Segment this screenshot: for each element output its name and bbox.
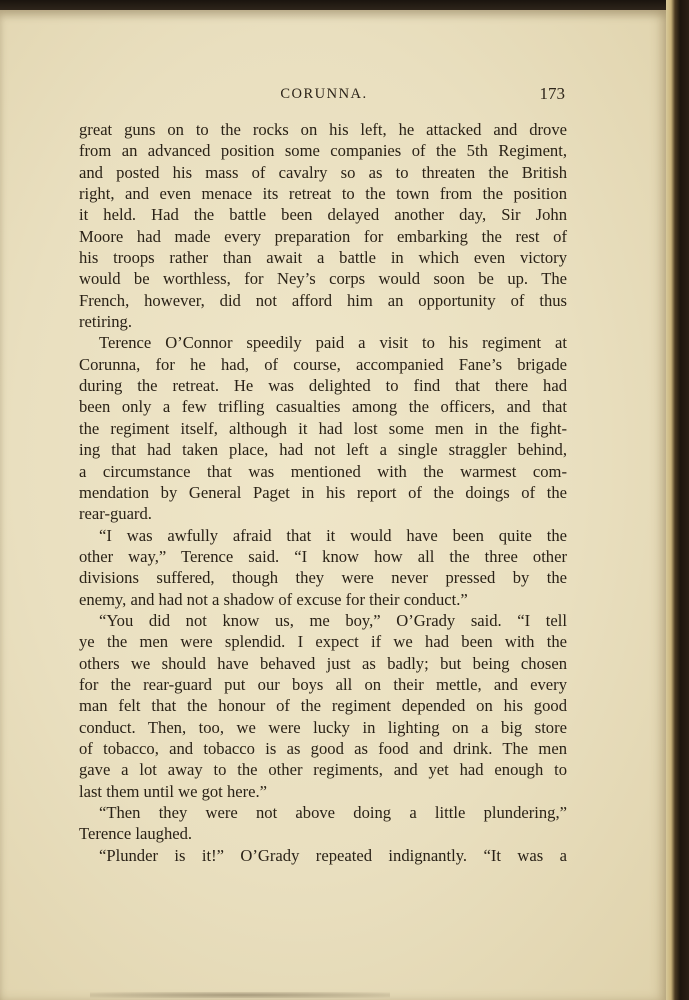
text-line: “Plunder is it!” O’Grady repeated indignantly. “It was a xyxy=(99,845,567,865)
text-line: been only a few trifling casualties among the officers, and that xyxy=(79,397,567,417)
text-line: ye the men were splendid. I expect if we had been with the xyxy=(79,632,567,652)
text-line: would be worthless, for Ney’s corps would soon be up. The xyxy=(79,269,567,289)
text-line: for the rear-guard put our boys all on their mettle, and every xyxy=(79,674,567,694)
text-line: divisions suffered, though they were never pressed by the xyxy=(79,568,567,588)
paragraph xyxy=(79,119,567,332)
text-line: and posted his mass of cavalry so as to threaten the British xyxy=(79,162,567,182)
text-line: great guns on to the rocks on his left, he attacked and drove xyxy=(79,120,567,139)
text-line: man felt that the honour of the regiment depended on his good xyxy=(79,696,567,716)
text-line: “Then they were not above doing a little plundering,” xyxy=(99,803,567,822)
text-line: the regiment itself, although it had lost some men in the fight- xyxy=(79,418,567,438)
text-line: enemy, and had not a shadow of excuse for their conduct.” xyxy=(79,589,468,609)
paragraph xyxy=(79,332,567,524)
text-line: gave a lot away to the other regiments, and yet had enough to xyxy=(79,760,567,780)
paragraph xyxy=(79,845,567,866)
text-line: ing that had taken place, had not left a single straggler behind, xyxy=(79,440,567,460)
text-line: a circumstance that was mentioned with the warmest com- xyxy=(79,461,567,481)
running-head xyxy=(79,86,569,108)
page-body-text xyxy=(79,119,567,866)
text-line: from an advanced position some companies of the 5th Regiment, xyxy=(79,141,567,161)
text-line: right, and even menace its retreat to the town from the position xyxy=(79,184,567,204)
text-line: his troops rather than await a battle in which even victory xyxy=(79,248,567,268)
page-bottom-smudge xyxy=(90,992,390,998)
paragraph xyxy=(79,610,567,802)
text-line: rear-guard. xyxy=(79,504,152,524)
text-line: Terence laughed. xyxy=(79,824,193,844)
text-line: of tobacco, and tobacco is as good as food and drink. The men xyxy=(79,738,567,758)
text-line: French, however, did not afford him an opportunity of thus xyxy=(79,290,567,310)
text-line: retiring. xyxy=(79,312,132,332)
text-line: Terence O’Connor speedily paid a visit to his regiment at xyxy=(99,333,567,353)
page-number: 173 xyxy=(539,84,565,103)
text-line: during the retreat. He was delighted to find that there had xyxy=(79,376,567,396)
text-line: other way,” Terence said. “I know how all the three other xyxy=(79,546,567,566)
text-line: conduct. Then, too, we were lucky in lighting on a big store xyxy=(79,717,567,737)
text-line: mendation by General Paget in his report of the doings of the xyxy=(79,482,567,502)
text-line: Moore had made every preparation for embarking the rest of xyxy=(79,226,567,246)
paragraph xyxy=(79,802,567,845)
text-line: Corunna, for he had, of course, accompanied Fane’s brigade xyxy=(79,354,567,374)
text-line: it held. Had the battle been delayed another day, Sir John xyxy=(79,205,567,225)
text-line: others we should have behaved just as badly; but being chosen xyxy=(79,653,567,673)
running-head-title: CORUNNA. xyxy=(280,86,368,102)
book-spine-edge xyxy=(666,0,689,1000)
text-line: last them until we got here.” xyxy=(79,781,268,801)
text-line: “You did not know us, me boy,” O’Grady said. “I tell xyxy=(99,610,567,630)
paragraph xyxy=(79,525,567,610)
text-line: “I was awfully afraid that it would have been quite the xyxy=(99,525,567,545)
